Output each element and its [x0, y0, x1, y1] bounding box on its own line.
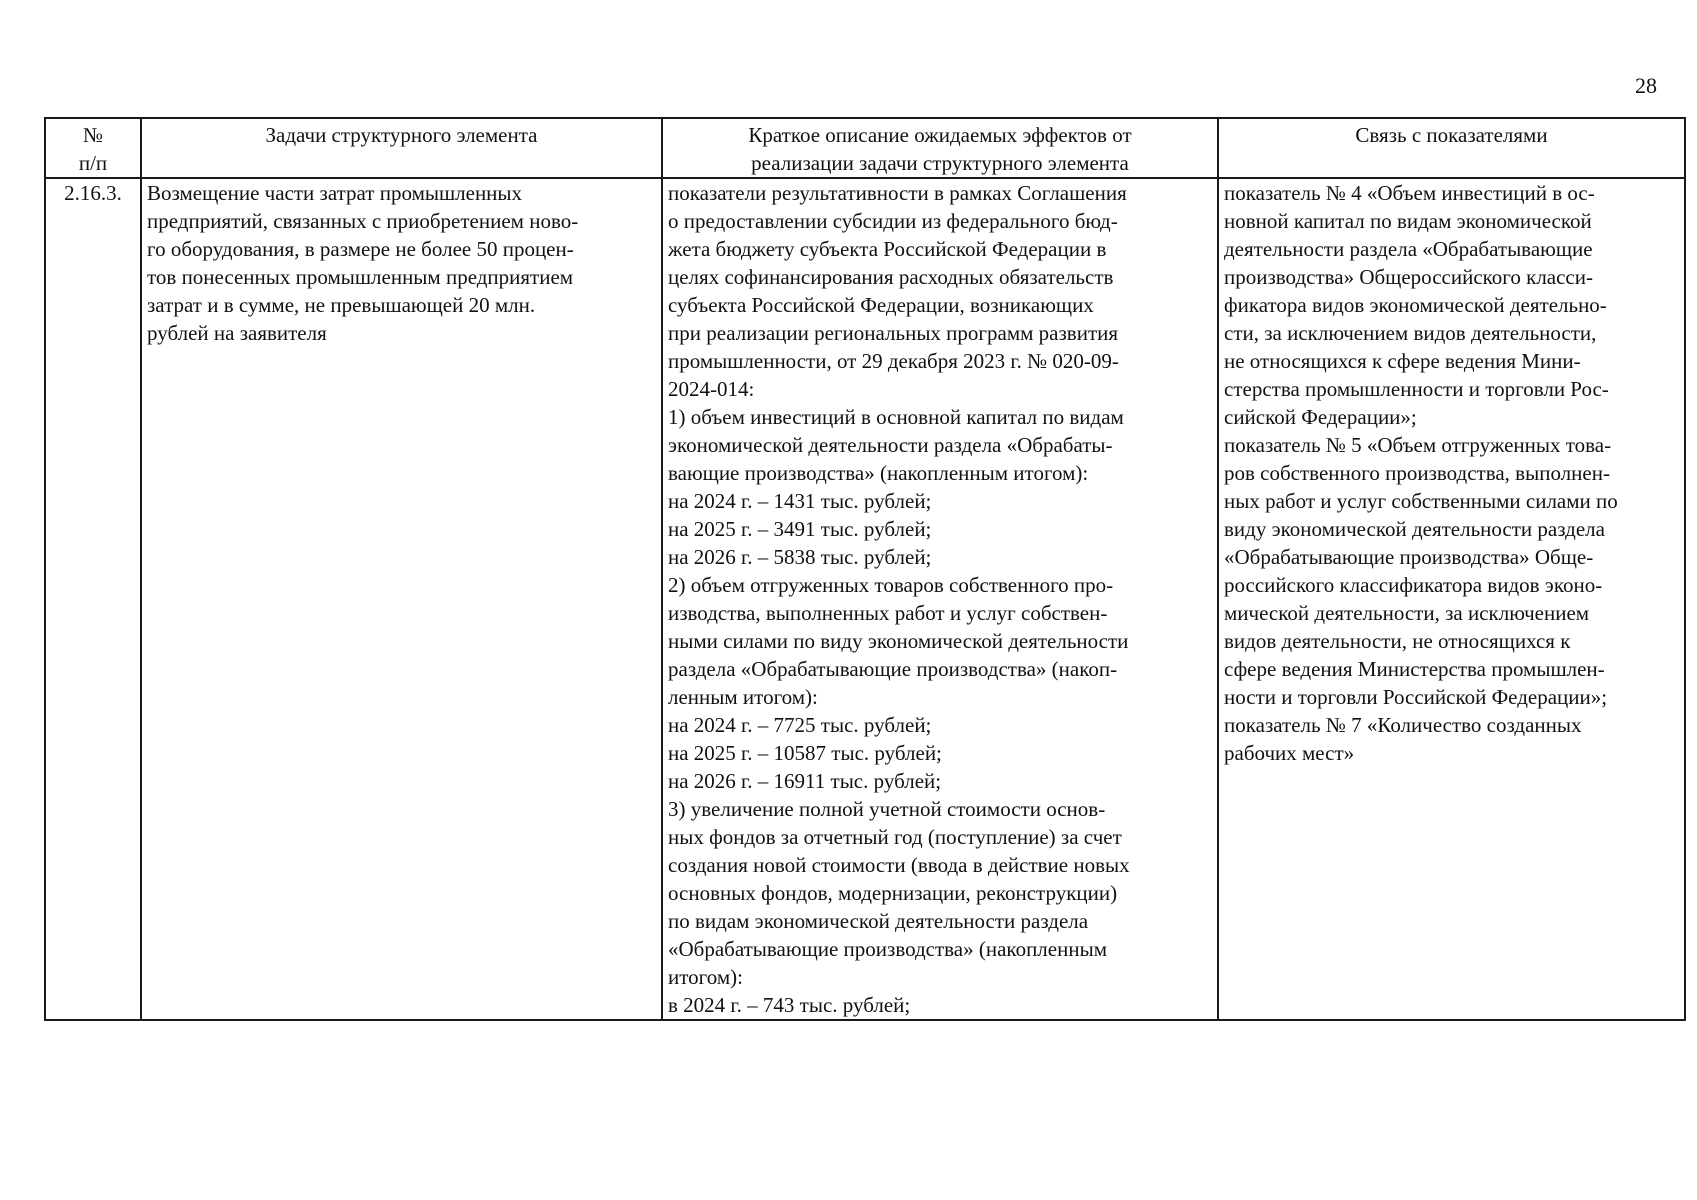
page-number: 28 [1635, 73, 1657, 98]
text-line: Связь с показателями [1355, 123, 1548, 147]
text-line: по видам экономической деятельности раздела [668, 909, 1089, 933]
text-line: на 2025 г. – 3491 тыс. рублей; [668, 517, 932, 541]
text-line: «Обрабатывающие производства» (накопленным [668, 937, 1107, 961]
text-line: «Обрабатывающие производства» Обще- [1224, 545, 1594, 569]
text-line: ными силами по виду экономической деятельности [668, 629, 1129, 653]
text-line: новной капитал по видам экономической [1224, 209, 1592, 233]
text-line: раздела «Обрабатывающие производства» (накоп- [668, 657, 1118, 681]
text-line: на 2024 г. – 1431 тыс. рублей; [668, 489, 932, 513]
text-line: целях софинансирования расходных обязательств [668, 265, 1114, 289]
text-line: основных фондов, модернизации, реконструкции) [668, 881, 1118, 905]
structural-element-table [44, 117, 1686, 1021]
text-line: ров собственного производства, выполнен- [1224, 461, 1610, 485]
text-line: создания новой стоимости (ввода в действие новых [668, 853, 1130, 877]
text-line: при реализации региональных программ развития [668, 321, 1119, 345]
text-line: показатель № 4 «Объем инвестиций в ос- [1224, 181, 1595, 205]
text-line: показатели результативности в рамках Соглашения [668, 181, 1127, 205]
text-line: на 2026 г. – 5838 тыс. рублей; [668, 545, 932, 569]
text-line: 2024-014: [668, 377, 755, 401]
text-line: 3) увеличение полной учетной стоимости основ- [668, 797, 1106, 821]
text-line: экономической деятельности раздела «Обрабаты- [668, 433, 1113, 457]
text-line: итогом): [668, 965, 743, 989]
text-line: сфере ведения Министерства промышлен- [1224, 657, 1605, 681]
text-line: видов деятельности, не относящихся к [1224, 629, 1571, 653]
text-line: Задачи структурного элемента [265, 123, 538, 147]
text-line: показатель № 7 «Количество созданных [1224, 713, 1582, 737]
text-line: ных фондов за отчетный год (поступление) за счет [668, 825, 1122, 849]
text-line: российского классификатора видов эконо- [1224, 573, 1603, 597]
text-line: производства» Общероссийского класси- [1224, 265, 1593, 289]
text-line: го оборудования, в размере не более 50 процен- [147, 237, 574, 261]
header-indicators [1218, 118, 1685, 178]
text-line: мической деятельности, за исключением [1224, 601, 1590, 625]
text-line: на 2025 г. – 10587 тыс. рублей; [668, 741, 942, 765]
text-line: деятельности раздела «Обрабатывающие [1224, 237, 1593, 261]
text-line: в 2024 г. – 743 тыс. рублей; [668, 993, 911, 1017]
text-line: на 2026 г. – 16911 тыс. рублей; [668, 769, 942, 793]
row-effects [662, 178, 1218, 1020]
text-line: промышленности, от 29 декабря 2023 г. № 020-09- [668, 349, 1119, 373]
text-line: 1) объем инвестиций в основной капитал по видам [668, 405, 1124, 429]
text-line: на 2024 г. – 7725 тыс. рублей; [668, 713, 932, 737]
text-line: фикатора видов экономической деятельно- [1224, 293, 1607, 317]
text-line: вающие производства» (накопленным итогом): [668, 461, 1089, 485]
row-tasks [141, 178, 662, 1020]
text-line: сти, за исключением видов деятельности, [1224, 321, 1597, 345]
text-line: предприятий, связанных с приобретением ново- [147, 209, 579, 233]
text-line: реализации задачи структурного элемента [751, 151, 1129, 175]
header-tasks [141, 118, 662, 178]
table-row [45, 178, 1685, 1020]
text-line: субъекта Российской Федерации, возникающих [668, 293, 1094, 317]
text-line: жета бюджету субъекта Российской Федерации в [668, 237, 1107, 261]
text-line: показатель № 5 «Объем отгруженных това- [1224, 433, 1612, 457]
text-line: ных работ и услуг собственными силами по [1224, 489, 1618, 513]
row-indicators [1218, 178, 1685, 1020]
text-line: изводства, выполненных работ и услуг собствен- [668, 601, 1108, 625]
text-line: о предоставлении субсидии из федерального бюд- [668, 209, 1118, 233]
text-line: п/п [78, 151, 108, 175]
text-line: рублей на заявителя [147, 321, 327, 345]
text-line: сийской Федерации»; [1224, 405, 1417, 429]
text-line: виду экономической деятельности раздела [1224, 517, 1605, 541]
row-number [45, 178, 141, 1020]
text-line: ности и торговли Российской Федерации»; [1224, 685, 1608, 709]
row-number-text: 2.16.3. [64, 181, 122, 205]
text-line: ленным итогом): [668, 685, 818, 709]
text-line: стерства промышленности и торговли Рос- [1224, 377, 1609, 401]
text-line: рабочих мест» [1224, 741, 1355, 765]
text-line: Краткое описание ожидаемых эффектов от [748, 123, 1132, 147]
header-effects [662, 118, 1218, 178]
header-number [45, 118, 141, 178]
text-line: Возмещение части затрат промышленных [147, 181, 523, 205]
text-line: № [82, 123, 104, 147]
text-line: не относящихся к сфере ведения Мини- [1224, 349, 1581, 373]
table-header-row [45, 118, 1685, 178]
text-line: тов понесенных промышленным предприятием [147, 265, 574, 289]
text-line: 2) объем отгруженных товаров собственного про- [668, 573, 1114, 597]
text-line: затрат и в сумме, не превышающей 20 млн. [147, 293, 536, 317]
